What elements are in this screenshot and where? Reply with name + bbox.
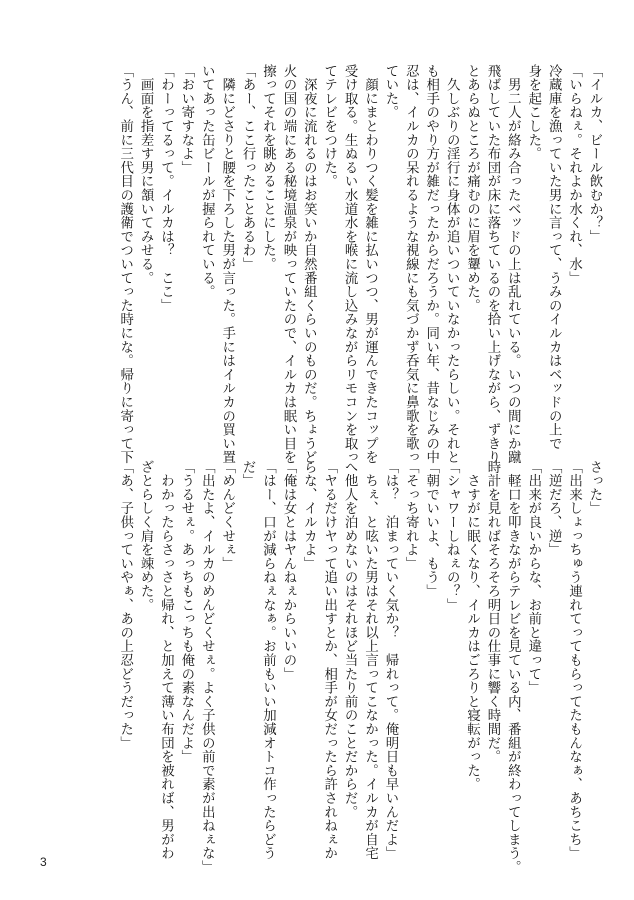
text-line: へ他人を泊めないのはそれほど当たり前のことだからだ。 bbox=[342, 460, 358, 819]
text-line: 「は？ 泊まっていく気か？ 帰れって。俺明日も早いんだよ」 bbox=[382, 460, 398, 861]
text-line: 「そっち寄れよ」 bbox=[403, 460, 419, 571]
text-line: 「俺は女とはヤんねぇからいいの」 bbox=[280, 460, 296, 681]
bottom-text-block bbox=[114, 460, 604, 874]
text-line: 「はー、口が減らねぇなぁ。お前もいい加減オトコ作ったらどう bbox=[260, 460, 276, 861]
text-line: 「シャワーしねぇの？」 bbox=[444, 460, 460, 612]
text-line: 軽口を叩きながらテレビを見ている内、番組が終わってしまう。 bbox=[505, 460, 521, 874]
text-line: いてあった缶ビールが握られている。 bbox=[199, 64, 215, 299]
text-line: 「あ、子供っていやぁ、あの上忍どうだった」 bbox=[117, 460, 133, 750]
text-line: 「うるせぇ。あっちもこっちも俺の素なんだよ」 bbox=[178, 460, 194, 764]
text-line: とあらぬところが痛むのに眉を顰めた。 bbox=[464, 64, 480, 313]
text-line: 「いらねぇ。それよか水くれ、水」 bbox=[566, 64, 582, 285]
text-line: 「朝でいいよ、もう」 bbox=[423, 460, 439, 598]
text-line: 忍は、イルカの呆れるような視線にも気づかず呑気に鼻歌を歌っ bbox=[403, 64, 419, 465]
text-line: ちぇ、と呟いた男はそれ以上言ってこなかった。イルカが自宅 bbox=[362, 460, 378, 861]
text-line: 「逆だろ、逆」 bbox=[546, 460, 562, 557]
text-line: 「イルカ、ビール飲むか？」 bbox=[587, 64, 602, 244]
text-line: 擦ってそれを眺めることにした。 bbox=[260, 64, 276, 271]
text-line: 画面を指差す男に頷いてみせる。 bbox=[138, 64, 154, 285]
text-line: 顔にまとわりつく髪を雑に払いつつ、男が運んできたコップを bbox=[362, 64, 378, 465]
text-line: 「ヤるだけヤって追い出すとか、相手が女だったら許されねぇか bbox=[321, 460, 337, 861]
text-line: わかったらさっさと帰れ、と加えて薄い布団を被れば、男がわ bbox=[158, 460, 174, 861]
text-line: 受け取る。生ぬるい水道水を喉に流し込みながらリモコンを取っ bbox=[342, 64, 358, 465]
text-line: さった」 bbox=[587, 460, 602, 516]
text-line: てテレビをつけた。 bbox=[321, 64, 337, 189]
text-line: 飛ばしていた布団が床に落ちているのを拾い上げながら、ずきり bbox=[484, 64, 500, 465]
text-line: 久しぶりの淫行に身体が追いついていなかったらしい。それと bbox=[444, 64, 460, 465]
text-line: 「出来が良いからな、お前と違って」 bbox=[525, 460, 541, 695]
text-line: ていた。 bbox=[382, 64, 398, 120]
text-line: さすがに眠くなり、イルカはごろりと寝転がった。 bbox=[464, 460, 480, 792]
text-line: ざとらしく肩を竦めた。 bbox=[138, 460, 154, 612]
text-line: だ」 bbox=[240, 460, 256, 488]
text-line: 冷蔵庫を漁っていた男に言って、うみのイルカはベッドの上で bbox=[546, 64, 562, 451]
text-line: 「うん、前に三代目の護衛でついてった時にな。帰りに寄って下 bbox=[117, 64, 133, 465]
text-line: 「あー、ここ行ったことあるわ」 bbox=[240, 64, 256, 271]
text-line: 「わーってるって。イルカは？ ここ」 bbox=[158, 64, 174, 313]
text-line: 身を起こした。 bbox=[525, 64, 541, 161]
text-line: 隣にどさりと腰を下ろした男が言った。手にはイルカの買い置 bbox=[219, 64, 235, 465]
text-line: 時計を見ればそろそろ明日の仕事に響く時間だ。 bbox=[484, 460, 500, 764]
text-line: らな、イルカよ」 bbox=[301, 460, 317, 571]
text-line: 深夜に流れるのはお笑いか自然番組くらいのものだ。ちょうど bbox=[301, 64, 317, 465]
page-number: 3 bbox=[40, 855, 47, 869]
text-line: 「めんどくせぇ」 bbox=[219, 460, 235, 571]
text-line: 男二人が絡み合ったベッドの上は乱れている。いつの間にか蹴 bbox=[505, 64, 521, 465]
text-line: も相手のやり方が雑だったからだろうか。同い年、昔なじみの中 bbox=[423, 64, 439, 465]
text-line: 「出来しょっちゅう連れてってもらってたもんなぁ、あちこち」 bbox=[566, 460, 582, 861]
text-line: 火の国の端にある秘境温泉が映っていたので、イルカは眠い目を bbox=[280, 64, 296, 465]
text-line: 「おい寄すなよ」 bbox=[178, 64, 194, 175]
top-text-block bbox=[114, 64, 604, 465]
text-line: 「出たよ、イルカのめんどくせぇ。よく子供の前で素が出ねぇな」 bbox=[199, 460, 215, 874]
